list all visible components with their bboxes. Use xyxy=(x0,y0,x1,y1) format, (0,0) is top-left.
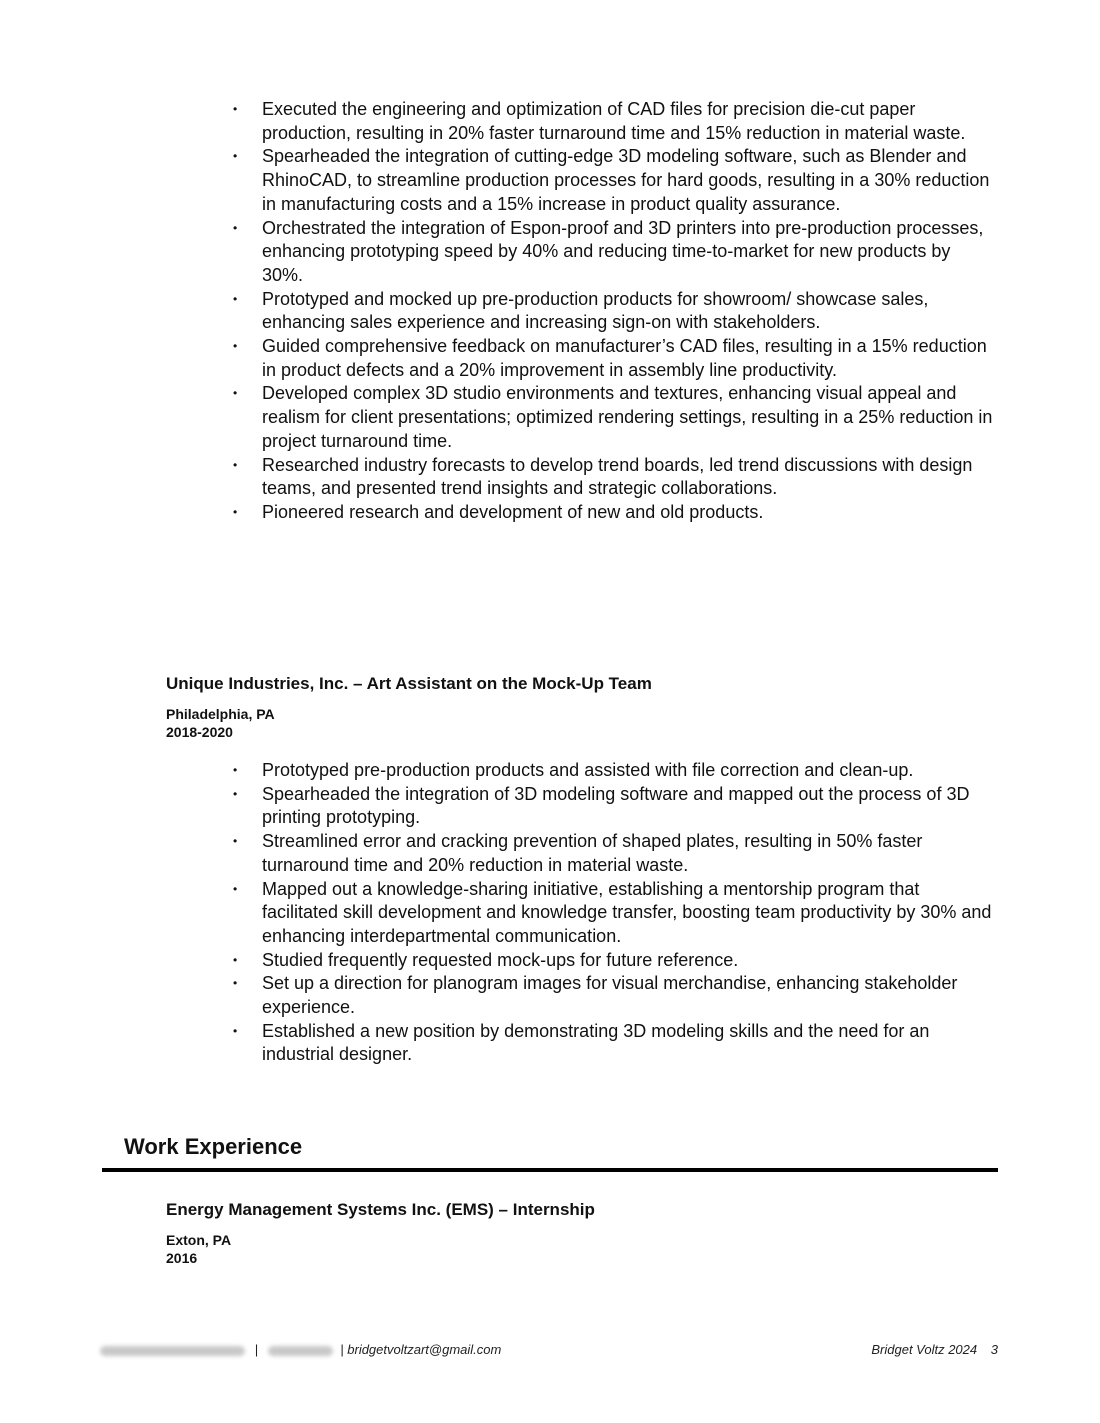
bullet-text: Prototyped pre-production products and assisted with file correction and clean-up. xyxy=(262,760,914,780)
bullet-icon: • xyxy=(233,834,238,849)
bullet-item xyxy=(233,217,993,288)
bullet-text: Researched industry forecasts to develop trend boards, led trend discussions with design teams, and presented trend insights and strategic collaborations. xyxy=(262,454,973,499)
bullet-icon: • xyxy=(233,457,238,472)
bullet-item xyxy=(233,98,993,145)
bullet-icon: • xyxy=(233,1023,238,1038)
job-dates: 2016 xyxy=(166,1250,198,1266)
bullet-text: Pioneered research and development of new and old products. xyxy=(262,501,764,522)
bullet-text: Spearheaded the integration of cutting-edge 3D modeling software, such as Blender and RhinoCAD, to streamline production processes for hard goods, resulting in a 30% reduction in manufacturing costs and a 15% increase in product quality assurance. xyxy=(262,146,990,214)
bullet-list-previous-job xyxy=(233,98,993,525)
bullet-icon: • xyxy=(233,220,238,235)
bullet-item xyxy=(233,382,993,453)
redacted-text xyxy=(100,1346,245,1356)
section-heading: Work Experience xyxy=(124,1134,303,1159)
section-divider xyxy=(102,1168,998,1172)
bullet-item xyxy=(233,145,993,216)
footer-email[interactable]: | bridgetvoltzart@gmail.com xyxy=(340,1342,502,1357)
bullet-text: Guided comprehensive feedback on manufacturer’s CAD files, resulting in a 15% reduction in product defects and a 20% improvement in assembly line productivity. xyxy=(262,336,987,380)
bullet-list-unique-industries xyxy=(233,759,993,1067)
bullet-item xyxy=(233,759,993,783)
job-location: Philadelphia, PA xyxy=(166,706,275,722)
bullet-item xyxy=(233,454,993,501)
bullet-item xyxy=(233,972,993,1019)
bullet-icon: • xyxy=(233,386,238,401)
bullet-text: Studied frequently requested mock-ups for future reference. xyxy=(262,949,739,970)
bullet-item xyxy=(233,1020,993,1067)
bullet-item xyxy=(233,830,993,877)
bullet-icon: • xyxy=(233,763,238,777)
bullet-text: Established a new position by demonstrating 3D modeling skills and the need for an industrial designer. xyxy=(262,1020,930,1065)
bullet-item xyxy=(233,288,993,335)
footer-author-year: Bridget Voltz 2024 xyxy=(871,1342,978,1357)
footer-right xyxy=(871,1342,998,1357)
job-dates: 2018-2020 xyxy=(166,724,233,740)
job-title: Energy Management Systems Inc. (EMS) – Internship xyxy=(166,1200,595,1219)
bullet-text: Orchestrated the integration of Espon-proof and 3D printers into pre-production processes, enhancing prototyping speed by 40% and reducing time-to-market for new products by 30%. xyxy=(262,217,984,285)
bullet-icon: • xyxy=(233,786,238,801)
bullet-icon: • xyxy=(233,504,238,519)
bullet-text: Prototyped and mocked up pre-production products for showroom/ showcase sales, enhancing sales experience and increasing sign-on with stakeholders. xyxy=(262,288,929,333)
redacted-text xyxy=(268,1346,333,1356)
bullet-text: Set up a direction for planogram images for visual merchandise, enhancing stakeholder experience. xyxy=(262,973,958,1018)
bullet-icon: • xyxy=(233,102,238,116)
bullet-item xyxy=(233,335,993,382)
bullet-text: Executed the engineering and optimization of CAD files for precision die-cut paper production, resulting in 20% faster turnaround time and 15% reduction in material waste. xyxy=(262,99,966,143)
bullet-item xyxy=(233,783,993,830)
bullet-text: Spearheaded the integration of 3D modeling software and mapped out the process of 3D printing prototyping. xyxy=(262,783,970,828)
bullet-item xyxy=(233,501,993,525)
bullet-icon: • xyxy=(233,339,238,354)
job-location: Exton, PA xyxy=(166,1232,232,1248)
bullet-icon: • xyxy=(233,291,238,306)
bullet-icon: • xyxy=(233,881,238,896)
bullet-item xyxy=(233,878,993,949)
page-number: 3 xyxy=(990,1342,998,1357)
footer-contact xyxy=(100,1342,501,1357)
footer-separator: | xyxy=(254,1342,259,1357)
bullet-icon: • xyxy=(233,976,238,991)
bullet-text: Streamlined error and cracking prevention of shaped plates, resulting in 50% faster turnaround time and 20% reduction in material waste. xyxy=(262,831,923,875)
job-title: Unique Industries, Inc. – Art Assistant on the Mock-Up Team xyxy=(166,674,652,693)
bullet-item xyxy=(233,949,993,973)
bullet-text: Developed complex 3D studio environments and textures, enhancing visual appeal and realism for client presentations; optimized rendering settings, resulting in a 25% reduction in project turnaround time. xyxy=(262,383,993,451)
bullet-icon: • xyxy=(233,149,238,164)
bullet-icon: • xyxy=(233,952,238,967)
bullet-text: Mapped out a knowledge-sharing initiative, establishing a mentorship program that facilitated skill development and knowledge transfer, boosting team productivity by 30% and enhancing interdepartmental communication. xyxy=(262,878,992,946)
